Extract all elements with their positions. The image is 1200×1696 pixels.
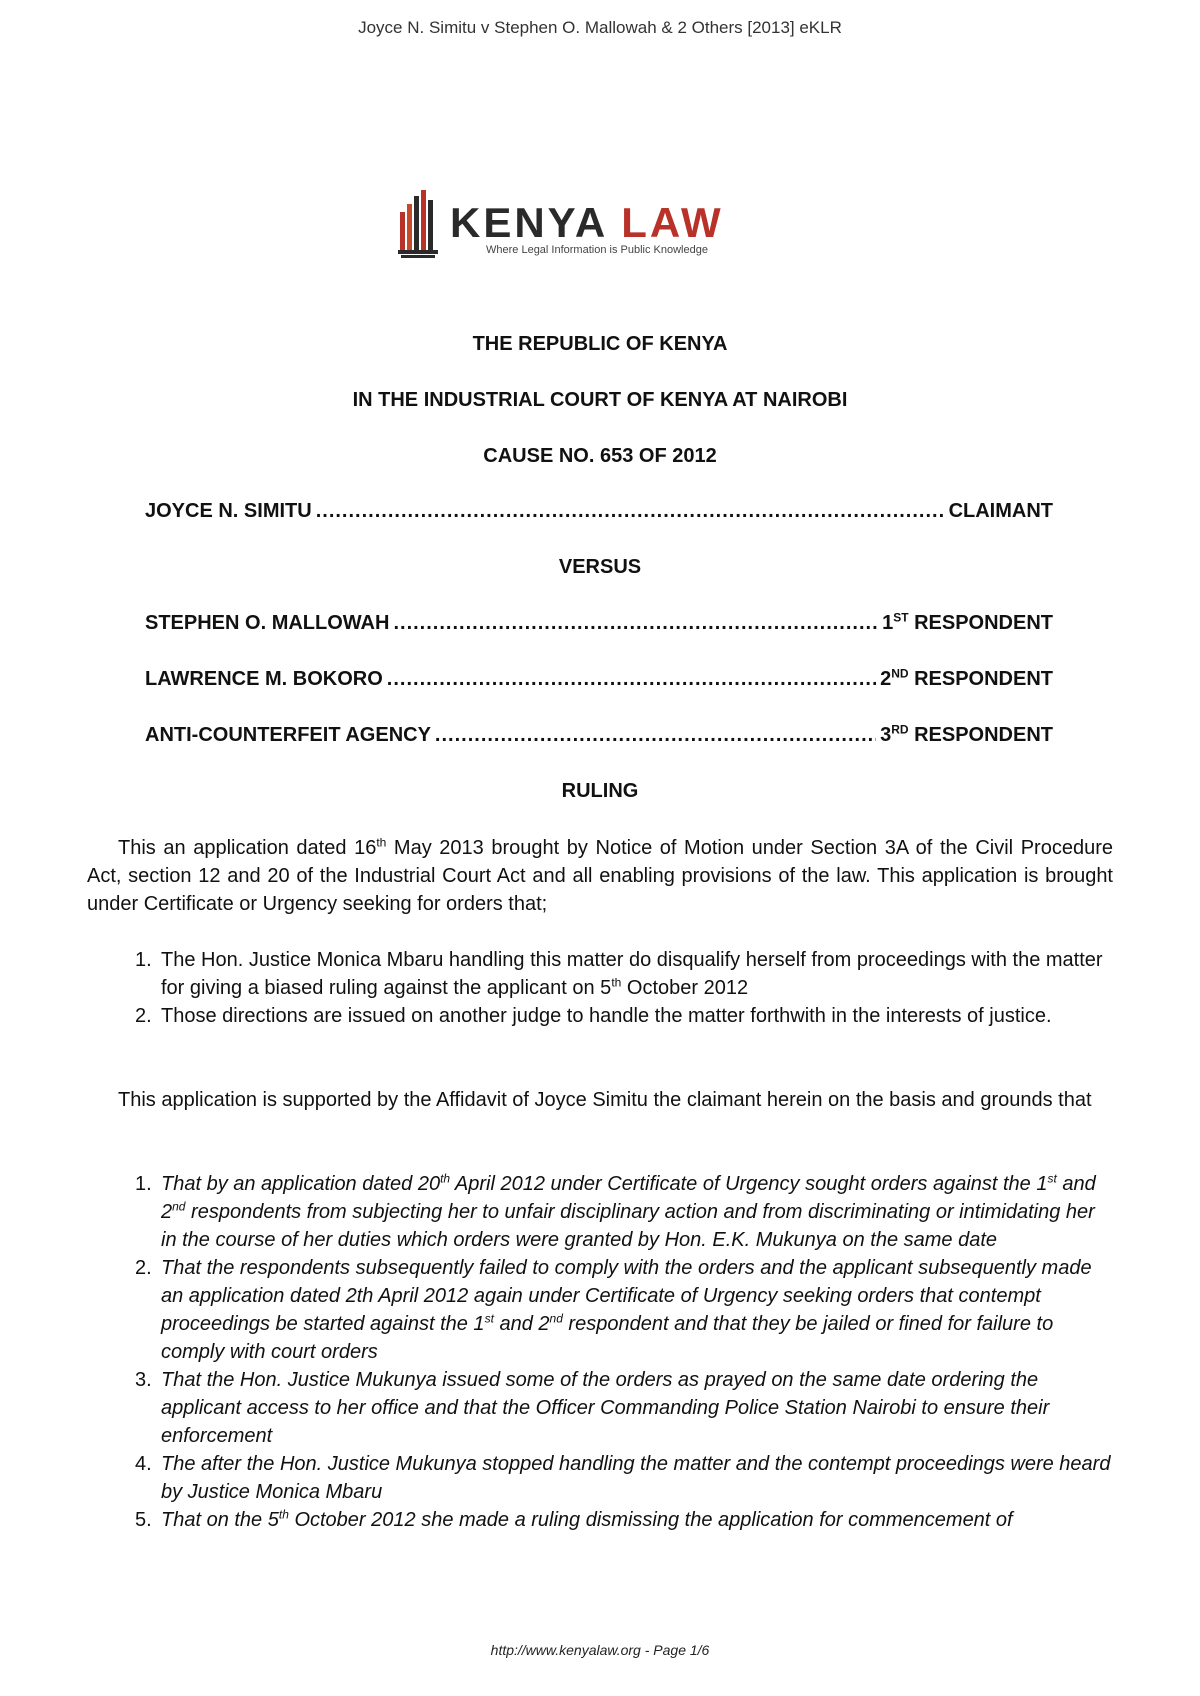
affidavit-paragraph: This application is supported by the Affidavit of Joyce Simitu the claimant herein on the basis and grounds that — [118, 1089, 1092, 1111]
logo-tagline: Where Legal Information is Public Knowledge — [486, 244, 708, 256]
page-footer: http://www.kenyalaw.org - Page 1/6 — [490, 1642, 710, 1658]
running-header: Joyce N. Simitu v Stephen O. Mallowah & 2 Others [2013] eKLR — [358, 18, 842, 37]
orders-list — [135, 946, 1113, 1030]
kenya-law-logo — [398, 190, 738, 270]
list-item: 3. That the Hon. Justice Mukunya issued some of the orders as prayed on the same date ordering the applicant access to her office and that the Officer Commanding Police Station Nairobi to ensure their enforcement — [135, 1369, 1050, 1447]
list-item: 5. That on the 5th October 2012 she made a ruling dismissing the application for commencement of — [135, 1507, 1013, 1531]
list-item: 2. That the respondents subsequently failed to comply with the orders and the applicant subsequently made an application dated 2th April 2012 again under Certificate of Urgency seeking orders that contempt proceedings be started against the 1st and 2nd respondent and that they be jailed or fined for failure to comply with court orders — [135, 1257, 1092, 1363]
book-stack-icon — [398, 190, 444, 260]
court-heading: IN THE INDUSTRIAL COURT OF KENYA AT NAIROBI — [352, 389, 848, 411]
application-paragraph: This an application dated 16th May 2013 brought by Notice of Motion under Section 3A of the Civil Procedure Act, section 12 and 20 of the Industrial Court Act and all enabling provisions of the law. This application is brought under Certificate or Urgency seeking for orders that; — [87, 835, 1113, 915]
logo-wordmark: KENYA LAW — [450, 199, 724, 246]
versus-heading: VERSUS — [558, 556, 642, 578]
republic-heading: THE REPUBLIC OF KENYA — [472, 333, 728, 355]
claimant-line — [145, 500, 1053, 526]
claimant-name: JOYCE N. SIMITU — [145, 500, 312, 522]
respondent-line-2: LAWRENCE M. BOKORO ..... 2ND RESPONDENT — [145, 668, 1053, 694]
claimant-role: CLAIMANT — [948, 500, 1053, 522]
cause-number: CAUSE NO. 653 OF 2012 — [483, 445, 717, 467]
respondent-line-1: STEPHEN O. MALLOWAH ..... 1ST RESPONDENT — [145, 612, 1053, 638]
respondent-line-3: ANTI-COUNTERFEIT AGENCY ..... 3RD RESPONDENT — [145, 724, 1053, 750]
list-item: 4. The after the Hon. Justice Mukunya stopped handling the matter and the contempt proceedings were heard by Justice Monica Mbaru — [135, 1453, 1111, 1503]
ruling-heading: RULING — [561, 780, 639, 802]
list-item: 2. Those directions are issued on another judge to handle the matter forthwith in the interests of justice. — [135, 1005, 1052, 1027]
list-item: 1. The Hon. Justice Monica Mbaru handling this matter do disqualify herself from proceedings with the matter for giving a biased ruling against the applicant on 5th October 2012 — [135, 949, 1103, 999]
grounds-list — [135, 1170, 1113, 1534]
list-item: 1. That by an application dated 20th April 2012 under Certificate of Urgency sought orders against the 1st and 2nd respondents from subjecting her to unfair disciplinary action and from discriminating or intimidating her in the course of her duties which orders were granted by Hon. E.K. Mukunya on the same date — [135, 1171, 1096, 1251]
